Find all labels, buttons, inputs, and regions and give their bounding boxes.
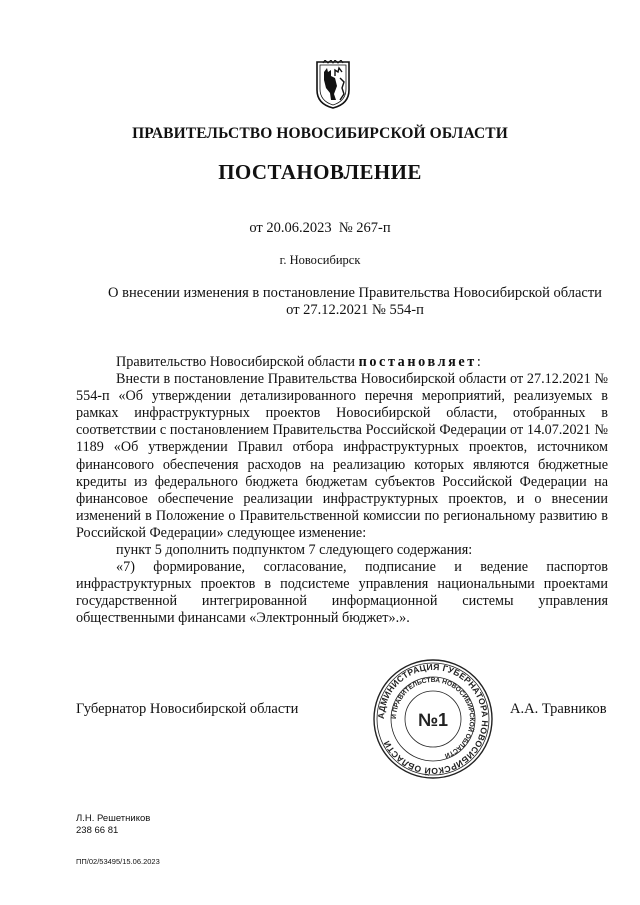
- intro-verb: постановляет: [358, 354, 477, 370]
- official-seal: [372, 658, 494, 780]
- body-paragraph-2: пункт 5 дополнить подпунктом 7 следующего содержания:: [116, 542, 473, 559]
- intro-lead: Правительство Новосибирской области: [116, 354, 359, 370]
- executor-block: [76, 813, 150, 837]
- intro-paragraph: [76, 354, 608, 371]
- coat-of-arms-emblem: [315, 60, 351, 110]
- executor-name: Л.Н. Решетников: [76, 813, 151, 824]
- document-date-number: от 20.06.2023 № 267-п: [249, 220, 391, 236]
- document-subject: [60, 285, 640, 319]
- subject-line-1: О внесении изменения в постановление Правительства Новосибирской области: [108, 285, 602, 301]
- document-body: [76, 354, 608, 628]
- government-name: ПРАВИТЕЛЬСТВО НОВОСИБИРСКОЙ ОБЛАСТИ: [132, 125, 508, 142]
- signer-name: А.А. Травников: [510, 701, 607, 717]
- subject-line-2: от 27.12.2021 № 554-п: [286, 302, 424, 318]
- seal-outer-text: АДМИНИСТРАЦИЯ ГУБЕРНАТОРА НОВОСИБИРСКОЙ ОБЛАСТИ: [375, 661, 491, 777]
- signer-title: Губернатор Новосибирской области: [76, 701, 299, 717]
- document-type: ПОСТАНОВЛЕНИЕ: [218, 160, 422, 184]
- seal-number: №1: [417, 710, 449, 730]
- body-paragraph-1: Внести в постановление Правительства Новосибирской области от 27.12.2021 № 554-п «Об утверждении детализированного перечня мероприятий, реализуемых в рамках инфраструктурных проектов Новосибирской области, отобранных в соответствии с постановлением Правительства Российской Федерации от 14.07.2021 № 1189 «Об утверждении Правил отбора инфраструктурных проектов, источником финансового обеспечения расходов на реализацию которых являются бюджетные кредиты из федерального бюджета бюджетам субъектов Российской Федерации на финансовое обеспечение реализации инфраструктурных проектов, и о внесении изменений в Положение о Правительственной комиссии по региональному развитию в Российской Федерации» следующее изменение:: [76, 371, 608, 541]
- seal-inner-text: И ПРАВИТЕЛЬСТВА НОВОСИБИРСКОЙ ОБЛАСТИ: [390, 676, 476, 759]
- intro-tail: :: [476, 354, 481, 370]
- document-id: ПП/02/53495/15.06.2023: [76, 857, 160, 866]
- document-city: г. Новосибирск: [279, 253, 361, 267]
- body-paragraph-3: «7) формирование, согласование, подписание и ведение паспортов инфраструктурных проектов в подсистеме управления национальными проектами государственной интегрированной информационной системы управления общественными финансами «Электронный бюджет».».: [76, 559, 608, 627]
- executor-phone: 238 66 81: [76, 825, 119, 836]
